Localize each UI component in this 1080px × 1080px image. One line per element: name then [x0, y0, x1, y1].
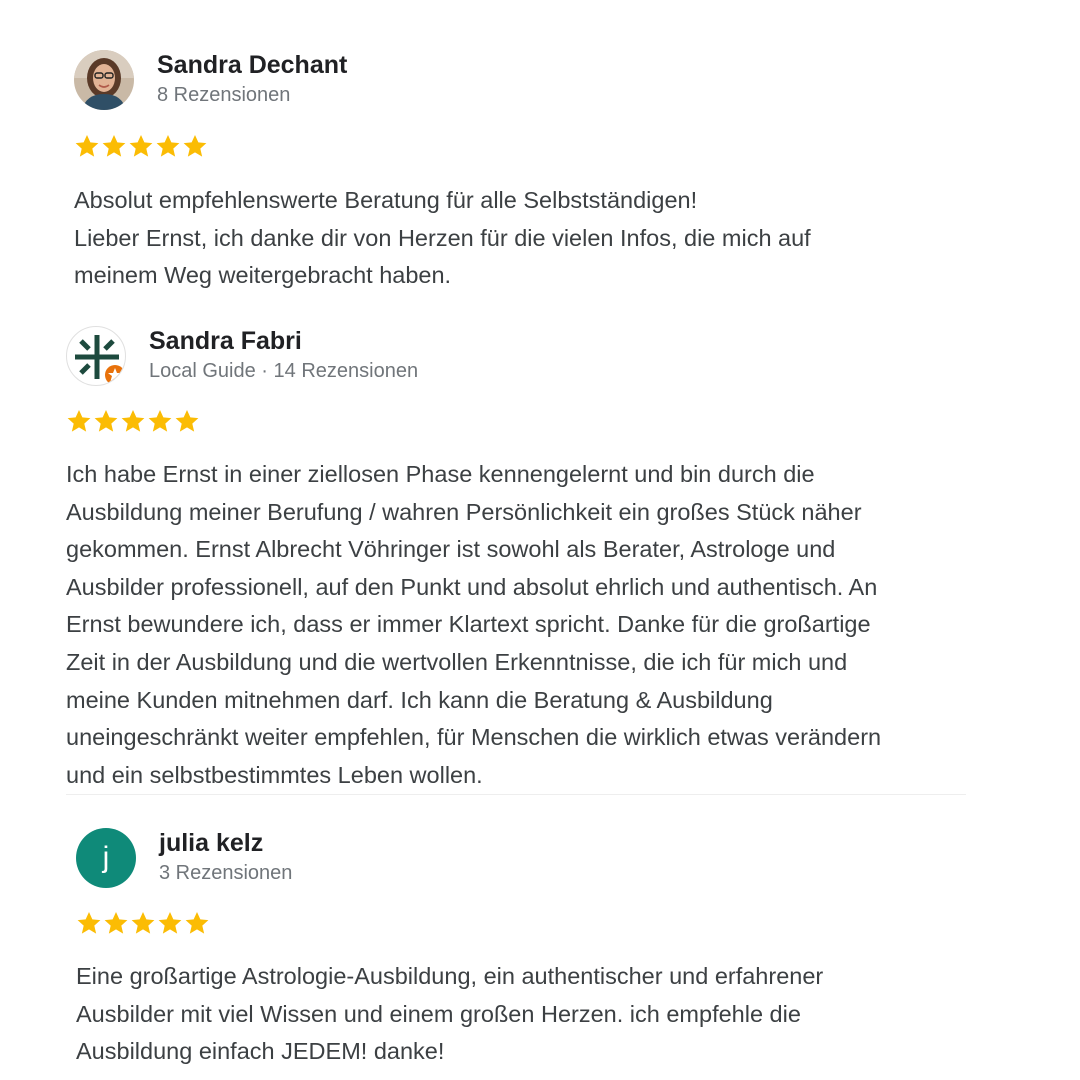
review-count[interactable]: 8 Rezensionen [157, 84, 291, 106]
reviewer-name[interactable]: julia kelz [159, 829, 264, 857]
user-avatar-initial[interactable] [76, 828, 136, 888]
reviewer-name[interactable]: Sandra Dechant [157, 51, 348, 79]
review-text: Ich habe Ernst in einer ziellosen Phase kennengelernt und bin durch die Ausbildung meiner Berufung / wahren Persönlichkeit ein großes Stück näher gekommen. Ernst Albrecht Vöhringer ist sowohl als Berater, Astrologe und Ausbilder professionell, auf den Punkt und absolut ehrlich und authentisch. An Ernst bewundere ich, dass er immer Klartext spricht. Danke für die großartige Zeit in der Ausbildung und die wertvollen Erkenntnisse, die ich für mich und meine Kunden mitnehmen darf. Ich kann die Beratung & Ausbildung uneingeschränkt weiter empfehlen, für Menschen die wirklich etwas verändern und ein selbstbestimmtes Leben wollen. [66, 461, 882, 788]
star-rating [76, 910, 210, 938]
star-icon [157, 910, 183, 936]
review-text: Eine großartige Astrologie-Ausbildung, ein authentischer und erfahrener Ausbilder mit viel Wissen und einem großen Herzen. ich empfehle die Ausbildung einfach JEDEM! danke! [76, 963, 824, 1065]
star-icon [184, 910, 210, 936]
reviewer-name[interactable]: Sandra Fabri [149, 327, 302, 355]
star-icon [103, 910, 129, 936]
review-text: Absolut empfehlenswerte Beratung für alle Selbstständigen! Lieber Ernst, ich danke dir von Herzen für die vielen Infos, die mich auf meinem Weg weitergebracht haben. [74, 187, 811, 289]
review-count[interactable]: 3 Rezensionen [159, 862, 293, 884]
star-icon [76, 910, 102, 936]
star-icon [130, 910, 156, 936]
avatar-initial: j [102, 841, 110, 874]
local-guide-review-count[interactable]: Local Guide · 14 Rezensionen [149, 360, 419, 382]
